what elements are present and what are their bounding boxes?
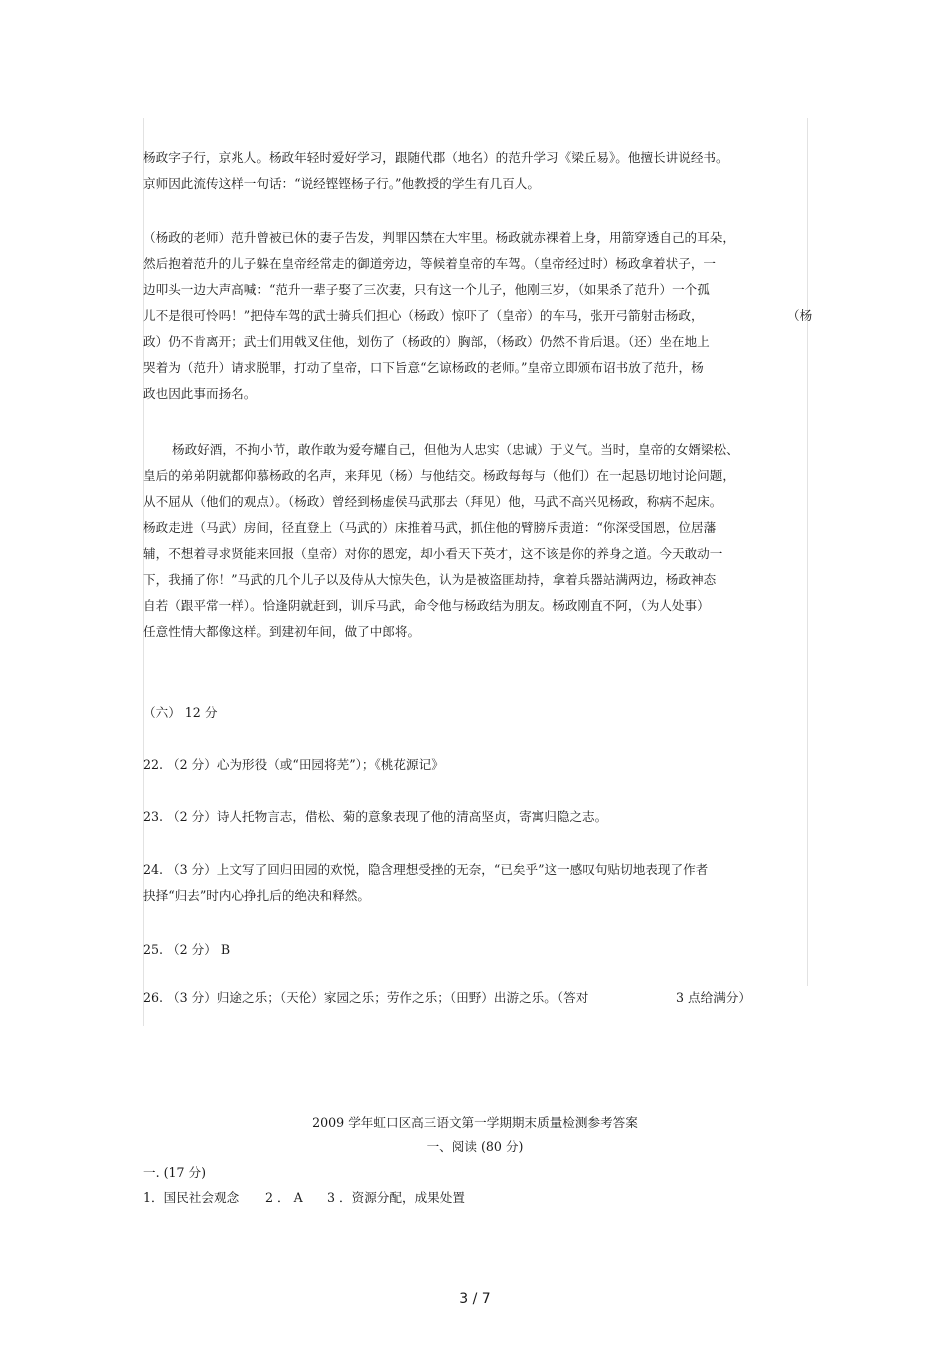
para3-line-6: 下，我捅了你！”马武的几个儿子以及侍从大惊失色，认为是被盗匪劫持，拿着兵器站满两边，杨政神态 bbox=[143, 572, 717, 587]
para2-line-4: 儿不是很可怜吗！”把侍车驾的武士骑兵们担心（杨政）惊吓了（皇帝）的车马，张开弓箭射击杨政， bbox=[143, 308, 704, 323]
answer-24-line-1: 24. （3 分）上文写了回归田园的欢悦，隐含理想受挫的无奈，“已矣乎”这一感叹句贴切地表现了作者 bbox=[143, 862, 709, 877]
answer-26: 26. （3 分）归途之乐；（天伦）家园之乐；劳作之乐；（田野）出游之乐。（答对 bbox=[143, 990, 589, 1005]
answer-key-title: 2009 学年虹口区高三语文第一学期期末质量检测参考答案 bbox=[312, 1115, 638, 1130]
answer-23: 23. （2 分）诗人托物言志，借松、菊的意象表现了他的清高坚贞，寄寓归隐之志。 bbox=[143, 809, 608, 824]
answer-25: 25. （2 分） B bbox=[143, 942, 231, 957]
para3-line-4: 杨政走进（马武）房间，径直登上（马武的）床推着马武，抓住他的臂膀斥责道：“你深受国恩，位居藩 bbox=[143, 520, 717, 535]
right-margin-rule bbox=[807, 118, 808, 986]
para3-line-7: 自若（跟平常一样）。恰逢阴就赶到，训斥马武，命令他与杨政结为朋友。杨政刚直不阿，（为人处事） bbox=[143, 598, 710, 613]
part1-heading: 一. (17 分) bbox=[143, 1165, 207, 1180]
para3-line-8: 任意性情大都像这样。到建初年间，做了中郎将。 bbox=[143, 624, 421, 639]
para2-line-1: （杨政的老师）范升曾被已休的妻子告发，判罪囚禁在大牢里。杨政就赤裸着上身，用箭穿透自己的耳朵， bbox=[143, 230, 735, 245]
para2-line-2: 然后抱着范升的儿子躲在皇帝经常走的御道旁边，等候着皇帝的车驾。（皇帝经过时）杨政拿着状子，一 bbox=[143, 256, 717, 271]
answer-1: 1．国民社会观念 bbox=[143, 1190, 240, 1205]
para1-line-2: 京师因此流传这样一句话：“说经铿铿杨子行。”他教授的学生有几百人。 bbox=[143, 176, 540, 191]
answer-22: 22. （2 分）心为形役（或“田园将芜”）；《桃花源记》 bbox=[143, 757, 444, 772]
answer-2: 2 ． A bbox=[265, 1190, 303, 1205]
answer-26-tail: 3 点给满分） bbox=[676, 990, 751, 1005]
para2-line-6: 哭着为（范升）请求脱罪，打动了皇帝，口下旨意“乞谅杨政的老师。”皇帝立即颁布诏书放了范升，杨 bbox=[143, 360, 704, 375]
answer-3: 3 ．资源分配，成果处置 bbox=[327, 1190, 465, 1205]
para3-line-1: 杨政好酒，不拘小节，敢作敢为爱夸耀自己，但他为人忠实（忠诚）于义气。当时，皇帝的女婿梁松、 bbox=[172, 442, 739, 457]
para3-line-5: 辅，不想着寻求贤能来回报（皇帝）对你的恩宠，却小看天下英才，这不该是你的养身之道。今天敢动一 bbox=[143, 546, 723, 561]
section6-heading: （六） 12 分 bbox=[143, 705, 218, 720]
answer-key-subtitle: 一、阅读 (80 分) bbox=[426, 1139, 524, 1154]
para2-line-3: 边叩头一边大声高喊：“范升一辈子娶了三次妻，只有这一个儿子，他刚三岁，（如果杀了范升）一个孤 bbox=[143, 282, 710, 297]
answer-24-line-2: 抉择“归去”时内心挣扎后的绝决和释然。 bbox=[143, 888, 370, 903]
para3-line-2: 皇后的弟弟阴就都仰慕杨政的名声，来拜见（杨）与他结交。杨政每每与（他们）在一起恳切地讨论问题， bbox=[143, 468, 735, 483]
para2-line-5: 政）仍不肯离开；武士们用戟叉住他，划伤了（杨政的）胸部，（杨政）仍然不肯后退。（还）坐在地上 bbox=[143, 334, 710, 349]
para1-line-1: 杨政字子行，京兆人。杨政年轻时爱好学习，跟随代郡（地名）的范升学习《梁丘易》。他擅长讲说经书。 bbox=[143, 150, 729, 165]
page-number: 3 / 7 bbox=[459, 1291, 491, 1307]
para2-margin-text: （杨 bbox=[787, 308, 813, 323]
para3-line-3: 从不屈从（他们的观点）。（杨政）曾经到杨虚侯马武那去（拜见）他，马武不高兴见杨政，称病不起床。 bbox=[143, 494, 723, 509]
para2-line-7: 政也因此事而扬名。 bbox=[143, 386, 257, 401]
